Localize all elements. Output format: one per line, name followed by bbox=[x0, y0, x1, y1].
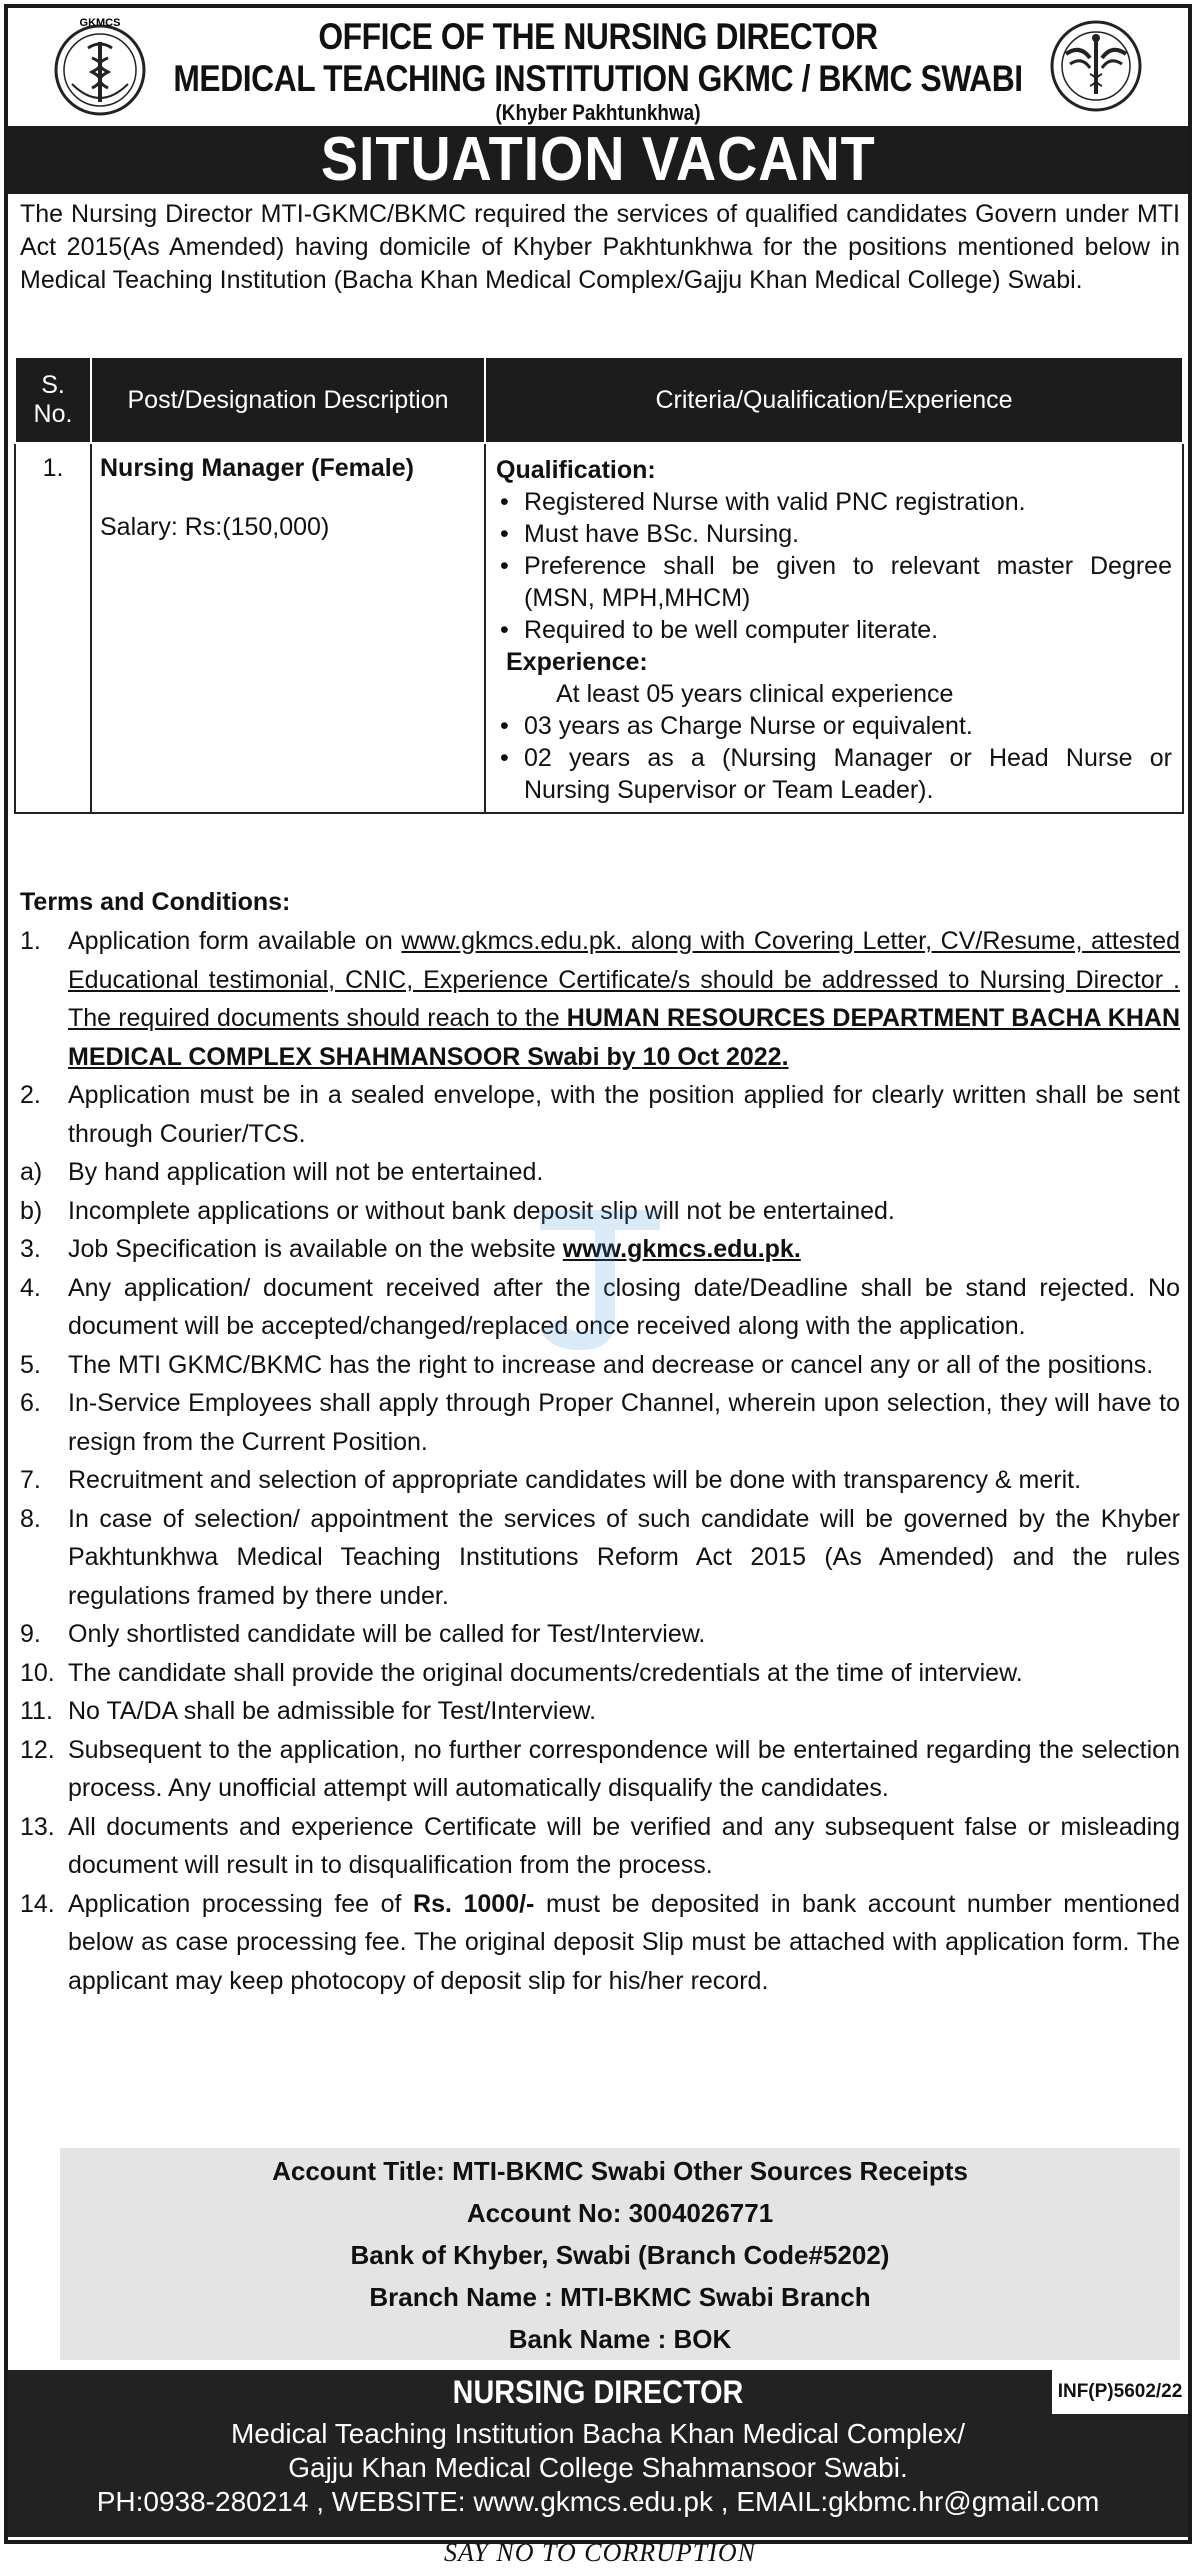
term-text: Only shortlisted candidate will be called for Test/Interview. bbox=[68, 1620, 706, 1648]
term-text: In-Service Employees shall apply through Proper Channel, wherein upon selection, they will have to resign from the Current Position. bbox=[68, 1389, 1180, 1456]
term-number: 12. bbox=[20, 1735, 55, 1764]
term-number: a) bbox=[20, 1158, 43, 1186]
list-item: • Must have BSc. Nursing. bbox=[496, 518, 1172, 550]
list-item: At least 05 years clinical experience bbox=[556, 680, 954, 708]
banner-title: SITUATION VACANT bbox=[320, 125, 876, 194]
term-text: Recruitment and selection of appropriate candidates will be done with transparency & merit. bbox=[68, 1466, 1082, 1494]
terms-title: Terms and Conditions: bbox=[20, 888, 291, 916]
positions-table bbox=[14, 356, 1184, 814]
header bbox=[8, 8, 1188, 126]
experience-list bbox=[496, 678, 1172, 806]
ad-reference: INF(P)5602/22 bbox=[1052, 2370, 1188, 2414]
term-deadline: 10 Oct 2022. bbox=[642, 1042, 789, 1071]
qualification-heading: Qualification: bbox=[496, 456, 656, 484]
row-sno: 1. bbox=[15, 443, 91, 813]
footer-contact-line: PH:0938-280214 , WEBSITE: www.gkmcs.edu.pk , EMAIL:gkbmc.hr@gmail.com bbox=[96, 2486, 1100, 2517]
term-text: Job Specification is available on the website bbox=[68, 1235, 563, 1263]
term-number: 8. bbox=[20, 1504, 41, 1533]
table-header-row bbox=[15, 357, 1183, 443]
term-text: must be deposited in bank account number mentioned below as case processing fee. The original deposit Slip must be attached with application form. The applicant may keep photocopy of deposit slip for his/her record. bbox=[68, 1889, 1180, 1995]
newspaper-watermark-icon bbox=[520, 1190, 680, 1360]
term-text: Application form available on bbox=[68, 927, 402, 955]
processing-fee: Rs. 1000/- bbox=[413, 1889, 535, 1918]
term-number: 13. bbox=[20, 1812, 55, 1841]
terms-list bbox=[20, 922, 1180, 2000]
term-8 bbox=[20, 1500, 1180, 1616]
list-item: • Registered Nurse with valid PNC registration. bbox=[496, 486, 1172, 518]
term-text: Application processing fee of bbox=[68, 1889, 414, 1918]
intro-paragraph: The Nursing Director MTI-GKMC/BKMC required the services of qualified candidates Govern under MTI Act 2015(As Amended) having domicile of Khyber Pakhtunkhwa for the positions mentioned below in Medical Teaching Institution (Bacha Khan Medical Complex/Gajju Khan Medical College) Swabi. bbox=[20, 200, 1180, 294]
list-item: • 03 years as Charge Nurse or equivalent. bbox=[496, 710, 1172, 742]
list-item: • Required to be well computer literate. bbox=[496, 614, 1172, 646]
account-bank-name: Bank Name : BOK bbox=[508, 2324, 732, 2354]
table-row bbox=[15, 443, 1183, 813]
application-link[interactable]: www.gkmcs.edu.pk. along with Covering Letter, CV/Resume, attested Educational testimonial, CNIC, Experience Certificate/s should be addressed to Nursing Director . The required documents should reach to the bbox=[68, 927, 1180, 1032]
term-1 bbox=[20, 922, 1180, 1076]
post-name: Nursing Manager (Female) bbox=[100, 454, 414, 482]
term-number: b) bbox=[20, 1196, 43, 1225]
term-number: 5. bbox=[20, 1350, 41, 1379]
term-11 bbox=[20, 1692, 1180, 1731]
term-a bbox=[20, 1153, 1180, 1192]
term-text: The candidate shall provide the original documents/credentials at the time of interview. bbox=[68, 1658, 1023, 1687]
term-number: 4. bbox=[20, 1273, 41, 1302]
term-14 bbox=[20, 1885, 1180, 2001]
bkmc-emblem-icon bbox=[1044, 14, 1148, 118]
footer-address-line1: Medical Teaching Institution Bacha Khan Medical Complex/ bbox=[230, 2418, 966, 2449]
term-13 bbox=[20, 1808, 1180, 1885]
header-criteria: Criteria/Qualification/Experience bbox=[485, 357, 1183, 443]
term-number: 6. bbox=[20, 1389, 41, 1417]
qualification-list bbox=[496, 486, 1172, 646]
header-post: Post/Designation Description bbox=[91, 357, 485, 443]
header-province: (Khyber Pakhtunkhwa) bbox=[495, 100, 701, 125]
row-criteria bbox=[485, 443, 1183, 813]
header-institution-title: MEDICAL TEACHING INSTITUTION GKMC / BKMC SWABI bbox=[173, 58, 1023, 99]
term-number: 11. bbox=[20, 1697, 53, 1725]
term-text: By hand application will not be entertained. bbox=[68, 1158, 544, 1186]
term-number: 3. bbox=[20, 1235, 41, 1263]
account-title: Account Title: MTI-BKMC Swabi Other Sources Receipts bbox=[272, 2156, 968, 2186]
header-sno-line1: S. bbox=[41, 371, 65, 399]
term-text: All documents and experience Certificate will be verified and any subsequent false or misleading document will result in to disqualification from the process. bbox=[68, 1812, 1180, 1879]
term-text: In case of selection/ appointment the services of such candidate will be governed by the Khyber Pakhtunkhwa Medical Teaching Institutions Reform Act 2015 (As Amended) and the rules regulations framed by there under. bbox=[68, 1504, 1180, 1610]
term-address: HUMAN RESOURCES DEPARTMENT BACHA KHAN MEDICAL COMPLEX SHAHMANSOOR Swabi by bbox=[68, 1004, 1180, 1071]
account-branch: Branch Name : MTI-BKMC Swabi Branch bbox=[369, 2282, 871, 2312]
term-number: 9. bbox=[20, 1620, 41, 1648]
row-post bbox=[91, 443, 485, 813]
website-link[interactable]: www.gkmcs.edu.pk. bbox=[562, 1235, 801, 1263]
account-number: Account No: 3004026771 bbox=[466, 2198, 774, 2228]
term-text: Any application/ document received after the closing date/Deadline shall be stand rejected. No document will be accepted/changed/replaced once received along with the application. bbox=[68, 1273, 1180, 1340]
term-6 bbox=[20, 1384, 1180, 1461]
header-sno bbox=[15, 357, 91, 443]
signatory-title: NURSING DIRECTOR bbox=[452, 2374, 744, 2410]
term-12 bbox=[20, 1731, 1180, 1808]
header-sno-line2: No. bbox=[33, 400, 73, 428]
term-7 bbox=[20, 1461, 1180, 1500]
term-2 bbox=[20, 1076, 1180, 1153]
term-number: 14. bbox=[20, 1889, 55, 1918]
post-salary: Salary: Rs:(150,000) bbox=[100, 513, 330, 541]
term-10 bbox=[20, 1654, 1180, 1693]
list-item: • Preference shall be given to relevant master Degree (MSN, MPH,MHCM) bbox=[496, 550, 1172, 614]
term-9 bbox=[20, 1615, 1180, 1654]
account-bank: Bank of Khyber, Swabi (Branch Code#5202) bbox=[350, 2240, 890, 2270]
footer-contact-block bbox=[8, 2370, 1188, 2537]
term-text: The MTI GKMC/BKMC has the right to increase and decrease or cancel any or all of the positions. bbox=[68, 1350, 1154, 1379]
term-number: 7. bbox=[20, 1466, 41, 1494]
term-number: 1. bbox=[20, 927, 41, 955]
anti-corruption-slogan: SAY NO TO CORRUPTION bbox=[443, 2538, 757, 2567]
header-office-title: OFFICE OF THE NURSING DIRECTOR bbox=[318, 16, 878, 57]
term-number: 2. bbox=[20, 1081, 41, 1109]
footer-address-line2: Gajju Khan Medical College Shahmansoor Swabi. bbox=[288, 2452, 908, 2483]
situation-vacant-banner bbox=[8, 126, 1188, 194]
list-item: • 02 years as a (Nursing Manager or Head Nurse or Nursing Supervisor or Team Leader). bbox=[496, 742, 1172, 806]
term-text: Incomplete applications or without bank deposit slip will not be entertained. bbox=[68, 1196, 895, 1225]
term-number: 10. bbox=[20, 1658, 55, 1687]
term-text: Application must be in a sealed envelope, with the position applied for clearly written shall be sent through Courier/TCS. bbox=[68, 1081, 1180, 1148]
term-text: No TA/DA shall be admissible for Test/Interview. bbox=[68, 1697, 597, 1725]
logo-left-text: GKMCS bbox=[79, 17, 121, 29]
bank-account-box bbox=[60, 2148, 1180, 2360]
term-text: Subsequent to the application, no further correspondence will be entertained regarding the selection process. Any unofficial attempt will automatically disqualify the candidates. bbox=[68, 1735, 1180, 1802]
experience-heading: Experience: bbox=[506, 648, 648, 676]
